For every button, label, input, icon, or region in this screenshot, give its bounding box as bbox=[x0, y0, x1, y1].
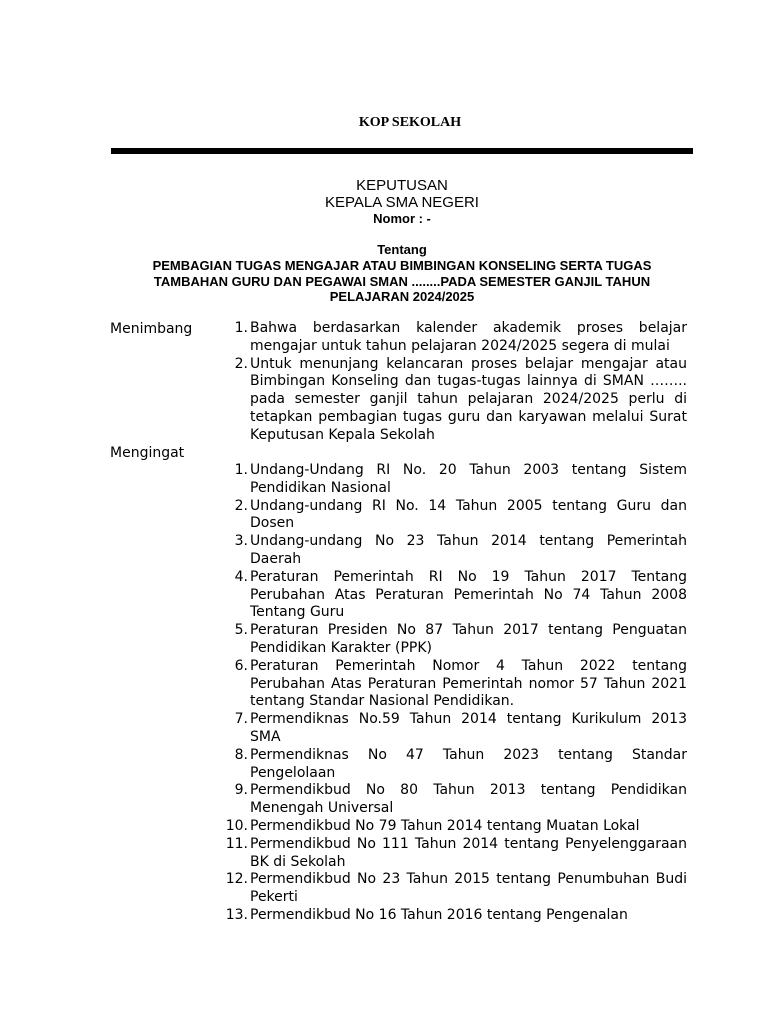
document-title: KEPUTUSAN bbox=[356, 177, 448, 194]
item-text: Undang-undang RI No. 14 Tahun 2005 tentang Guru dan Dosen bbox=[250, 497, 687, 532]
item-number: 2. bbox=[234, 497, 248, 514]
item-text: Permendikbud No 23 Tahun 2015 tentang Penumbuhan Budi Pekerti bbox=[250, 871, 687, 906]
item-text: Bahwa berdasarkan kalender akademik proses belajar mengajar untuk tahun pelajaran 2024/2025 segera di mulai bbox=[250, 320, 687, 354]
menimbang-label: Menimbang bbox=[110, 321, 193, 337]
mengingat-item bbox=[234, 657, 687, 711]
menimbang-item bbox=[234, 320, 687, 356]
item-number: 1. bbox=[234, 320, 248, 336]
item-number: 12. bbox=[225, 871, 248, 888]
mengingat-item bbox=[234, 497, 687, 534]
mengingat-item bbox=[234, 782, 687, 818]
item-text: Undang-undang No 23 Tahun 2014 tentang Pemerintah Daerah bbox=[250, 533, 687, 567]
item-number: 11. bbox=[225, 835, 248, 852]
tentang-label: Tentang bbox=[377, 242, 427, 257]
mengingat-item bbox=[234, 568, 687, 622]
mengingat-item bbox=[225, 871, 687, 907]
document-subject: PEMBAGIAN TUGAS MENGAJAR ATAU BIMBINGAN KONSELING SERTA TUGAS TAMBAHAN GURU DAN PEGAWAI SMAN ........PADA SEMESTER GANJIL TAHUN PELAJARAN 2024/2025 bbox=[152, 258, 652, 304]
header-divider bbox=[111, 148, 693, 154]
item-text: Permendikbud No 16 Tahun 2016 tentang Pengenalan bbox=[250, 906, 628, 923]
item-text: Peraturan Pemerintah RI No 19 Tahun 2017 Tentang Perubahan Atas Peraturan Pemerintah No 74 Tahun 2008 Tentang Guru bbox=[250, 568, 687, 621]
item-number: 5. bbox=[234, 622, 248, 639]
item-number: 9. bbox=[234, 782, 248, 799]
menimbang-list bbox=[234, 320, 687, 445]
mengingat-list bbox=[225, 462, 687, 925]
item-number: 4. bbox=[234, 568, 248, 585]
item-text: Untuk menunjang kelancaran proses belajar mengajar atau Bimbingan Konseling dan tugas-tugas lainnya di SMAN …….. pada semester ganjil tahun pelajaran 2024/2025 perlu di tetapkan pembagian tugas guru dan karyawan melalui Surat Keputusan Kepala Sekolah bbox=[250, 355, 687, 443]
item-text: Permendikbud No 80 Tahun 2013 tentang Pendidikan Menengah Universal bbox=[250, 782, 687, 817]
mengingat-item bbox=[225, 835, 687, 872]
document-issuer: KEPALA SMA NEGERI bbox=[325, 194, 479, 211]
item-text: Permendikbud No 111 Tahun 2014 tentang Penyelenggaraan BK di Sekolah bbox=[250, 835, 687, 870]
mengingat-item bbox=[225, 906, 687, 925]
item-text: Peraturan Pemerintah Nomor 4 Tahun 2022 tentang Perubahan Atas Peraturan Pemerintah nomor 57 Tahun 2021 tentang Standar Nasional Pendidikan. bbox=[250, 657, 687, 710]
mengingat-item bbox=[234, 746, 687, 783]
mengingat-label: Mengingat bbox=[110, 445, 185, 461]
mengingat-item bbox=[234, 711, 687, 747]
mengingat-item bbox=[225, 817, 687, 836]
item-text: Permendiknas No 47 Tahun 2023 tentang Standar Pengelolaan bbox=[250, 746, 687, 781]
item-number: 3. bbox=[234, 533, 248, 550]
document-number: Nomor : - bbox=[373, 211, 431, 226]
item-text: Undang-Undang RI No. 20 Tahun 2003 tentang Sistem Pendidikan Nasional bbox=[250, 462, 687, 496]
mengingat-item bbox=[234, 462, 687, 498]
item-number: 8. bbox=[234, 746, 248, 763]
item-number: 10. bbox=[225, 817, 248, 834]
mengingat-item bbox=[234, 622, 687, 658]
item-number: 1. bbox=[234, 462, 248, 478]
item-text: Permendikbud No 79 Tahun 2014 tentang Muatan Lokal bbox=[250, 817, 640, 834]
menimbang-item bbox=[234, 355, 687, 445]
mengingat-item bbox=[234, 533, 687, 569]
item-text: Permendiknas No.59 Tahun 2014 tentang Kurikulum 2013 SMA bbox=[250, 711, 687, 745]
item-number: 2. bbox=[234, 355, 248, 372]
item-number: 6. bbox=[234, 657, 248, 674]
kop-sekolah: KOP SEKOLAH bbox=[358, 115, 462, 130]
item-text: Peraturan Presiden No 87 Tahun 2017 tentang Penguatan Pendidikan Karakter (PPK) bbox=[250, 622, 687, 656]
item-number: 13. bbox=[225, 906, 248, 923]
item-number: 7. bbox=[234, 711, 248, 728]
